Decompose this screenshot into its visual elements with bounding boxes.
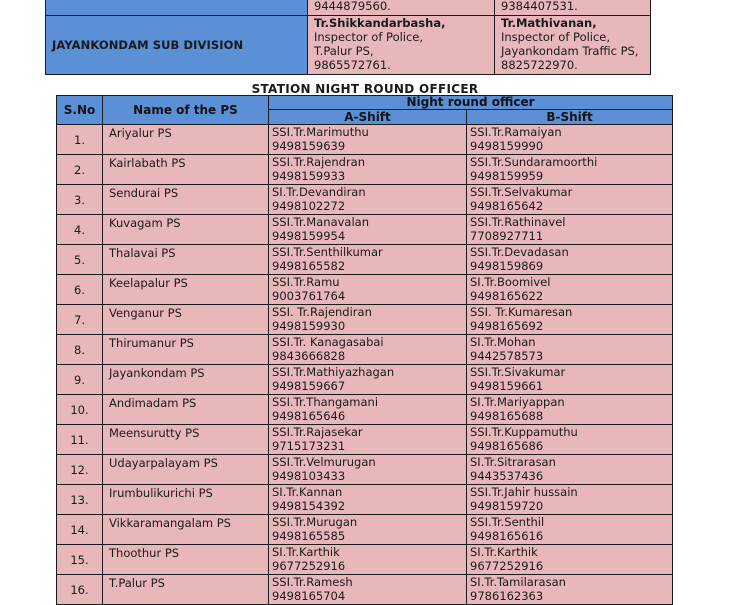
row-a-shift [269, 155, 467, 185]
row-ps-name: Venganur PS [103, 305, 269, 335]
b-shift-officer-name: SSI.Tr.Kuppamuthu [470, 425, 578, 439]
row-sno: 2. [57, 155, 103, 185]
row-ps-name: Ariyalur PS [103, 125, 269, 155]
b-shift-officer-name: SSI.Tr.Jahir hussain [470, 485, 578, 499]
row-ps-name: Sendurai PS [103, 185, 269, 215]
officer-phone: 8825722970. [501, 58, 578, 72]
row-sno: 4. [57, 215, 103, 245]
a-shift-officer-phone: 9498159933 [272, 169, 346, 183]
row-sno: 9. [57, 365, 103, 395]
a-shift-officer-phone: 9498103433 [272, 469, 346, 483]
previous-division-row [46, 0, 651, 16]
table-row [57, 185, 673, 215]
a-shift-officer-name: SSI.Tr.Ramu [272, 275, 340, 289]
b-shift-officer-name: SSI.Tr.Selvakumar [470, 185, 573, 199]
b-shift-officer-phone: 9498165692 [470, 319, 544, 333]
sub-division-officers-table [45, 0, 651, 75]
officer-rank: Inspector of Police, [501, 30, 611, 44]
night-round-officer-table [56, 95, 673, 605]
officer-phone: 9865572761. [314, 58, 391, 72]
row-b-shift [467, 575, 673, 605]
a-shift-officer-name: SSI. Tr.Rajendiran [272, 305, 372, 319]
row-a-shift [269, 395, 467, 425]
header-row [57, 96, 673, 110]
b-shift-officer-phone: 9498159869 [470, 259, 544, 273]
row-b-shift [467, 275, 673, 305]
a-shift-officer-name: SSI.Tr.Manavalan [272, 215, 369, 229]
officer-station: T.Palur PS, [314, 44, 374, 58]
b-shift-officer-name: SI.Tr.Mohan [470, 335, 536, 349]
a-shift-officer-name: SSI.Tr.Rajendran [272, 155, 366, 169]
officer-cell [495, 16, 651, 75]
row-sno: 15. [57, 545, 103, 575]
table-row [57, 575, 673, 605]
row-b-shift [467, 485, 673, 515]
table-row [57, 125, 673, 155]
row-sno: 3. [57, 185, 103, 215]
b-shift-officer-name: SSI.Tr.Ramaiyan [470, 125, 562, 139]
row-b-shift [467, 515, 673, 545]
row-ps-name: T.Palur PS [103, 575, 269, 605]
row-ps-name: Meensurutty PS [103, 425, 269, 455]
table-row [57, 335, 673, 365]
row-b-shift [467, 395, 673, 425]
previous-division-label-cell [46, 0, 308, 16]
row-ps-name: Jayankondam PS [103, 365, 269, 395]
a-shift-officer-phone: 9498159667 [272, 379, 346, 393]
row-a-shift [269, 545, 467, 575]
b-shift-officer-name: SSI.Tr.Sundaramoorthi [470, 155, 598, 169]
row-b-shift [467, 125, 673, 155]
table-row [57, 275, 673, 305]
row-a-shift [269, 425, 467, 455]
b-shift-officer-phone: 9498159720 [470, 499, 544, 513]
b-shift-officer-phone: 9498159661 [470, 379, 544, 393]
row-b-shift [467, 545, 673, 575]
a-shift-officer-name: SI.Tr.Karthik [272, 545, 340, 559]
a-shift-officer-name: SSI.Tr.Ramesh [272, 575, 353, 589]
row-sno: 8. [57, 335, 103, 365]
a-shift-officer-name: SSI.Tr.Thangamani [272, 395, 379, 409]
row-ps-name: Kairlabath PS [103, 155, 269, 185]
a-shift-officer-phone: 9498165582 [272, 259, 346, 273]
previous-officer-phone-cell [308, 0, 495, 16]
a-shift-officer-name: SI.Tr.Devandiran [272, 185, 366, 199]
b-shift-officer-name: SSI.Tr.Sivakumar [470, 365, 566, 379]
b-shift-officer-name: SI.Tr.Boomivel [470, 275, 551, 289]
row-a-shift [269, 455, 467, 485]
officer-rank: Inspector of Police, [314, 30, 424, 44]
row-sno: 1. [57, 125, 103, 155]
ps-name-header: Name of the PS [103, 96, 269, 125]
a-shift-officer-phone: 9498159954 [272, 229, 346, 243]
a-shift-officer-phone: 9715173231 [272, 439, 346, 453]
b-shift-officer-phone: 9498165642 [470, 199, 544, 213]
a-shift-officer-phone: 9498159930 [272, 319, 346, 333]
row-a-shift [269, 245, 467, 275]
a-shift-officer-name: SI.Tr.Kannan [272, 485, 343, 499]
b-shift-officer-phone: 7708927711 [470, 229, 544, 243]
b-shift-officer-name: SSI.Tr.Senthil [470, 515, 545, 529]
previous-officer-phone-cell [495, 0, 651, 16]
b-shift-officer-name: SSI. Tr.Kumaresan [470, 305, 573, 319]
row-a-shift [269, 335, 467, 365]
row-a-shift [269, 485, 467, 515]
b-shift-officer-name: SI.Tr.Mariyappan [470, 395, 565, 409]
officer-name: Tr.Shikkandarbasha, [314, 16, 446, 30]
a-shift-header: A-Shift [269, 110, 467, 125]
officer-name: Tr.Mathivanan, [501, 16, 597, 30]
row-b-shift [467, 215, 673, 245]
table-row [57, 455, 673, 485]
row-b-shift [467, 425, 673, 455]
a-shift-officer-name: SSI.Tr.Marimuthu [272, 125, 369, 139]
row-b-shift [467, 455, 673, 485]
a-shift-officer-phone: 9498165704 [272, 589, 346, 603]
a-shift-officer-phone: 9498102272 [272, 199, 346, 213]
a-shift-officer-name: SSI.Tr. Kanagasabai [272, 335, 384, 349]
row-ps-name: Irumbulikurichi PS [103, 485, 269, 515]
b-shift-officer-phone: 9786162363 [470, 589, 544, 603]
row-sno: 16. [57, 575, 103, 605]
row-ps-name: Thirumanur PS [103, 335, 269, 365]
row-a-shift [269, 305, 467, 335]
b-shift-officer-phone: 9498159990 [470, 139, 544, 153]
row-b-shift [467, 365, 673, 395]
row-sno: 5. [57, 245, 103, 275]
row-a-shift [269, 215, 467, 245]
table-row [57, 245, 673, 275]
row-a-shift [269, 575, 467, 605]
b-shift-officer-phone: 9677252916 [470, 559, 544, 573]
officer-station: Jayankondam Traffic PS, [501, 44, 639, 58]
row-ps-name: Vikkaramangalam PS [103, 515, 269, 545]
a-shift-officer-name: SSI.Tr.Mathiyazhagan [272, 365, 395, 379]
row-sno: 7. [57, 305, 103, 335]
row-ps-name: Andimadam PS [103, 395, 269, 425]
b-shift-officer-phone: 9442578573 [470, 349, 544, 363]
b-shift-officer-name: SI.Tr.Karthik [470, 545, 538, 559]
table-row [57, 305, 673, 335]
a-shift-officer-phone: 9843666828 [272, 349, 346, 363]
row-a-shift [269, 275, 467, 305]
b-shift-officer-name: SI.Tr.Sitrarasan [470, 455, 556, 469]
a-shift-officer-name: SSI.Tr.Rajasekar [272, 425, 363, 439]
row-a-shift [269, 365, 467, 395]
table-row [57, 365, 673, 395]
table-row [57, 425, 673, 455]
b-shift-officer-name: SSI.Tr.Rathinavel [470, 215, 566, 229]
a-shift-officer-name: SSI.Tr.Senthilkumar [272, 245, 383, 259]
b-shift-officer-name: SI.Tr.Tamilarasan [470, 575, 566, 589]
b-shift-officer-phone: 9498165616 [470, 529, 544, 543]
a-shift-officer-phone: 9498165585 [272, 529, 346, 543]
row-ps-name: Thoothur PS [103, 545, 269, 575]
row-b-shift [467, 335, 673, 365]
b-shift-officer-phone: 9498165686 [470, 439, 544, 453]
a-shift-officer-phone: 9003761764 [272, 289, 346, 303]
a-shift-officer-phone: 9498165646 [272, 409, 346, 423]
b-shift-officer-phone: 9443537436 [470, 469, 544, 483]
row-ps-name: Kuvagam PS [103, 215, 269, 245]
sno-header: S.No [57, 96, 103, 125]
b-shift-officer-phone: 9498165622 [470, 289, 544, 303]
row-a-shift [269, 515, 467, 545]
division-label-cell [46, 16, 308, 75]
section-title: STATION NIGHT ROUND OFFICER [251, 82, 479, 96]
table-row [57, 545, 673, 575]
previous-officer-phone-1: 9444879560. [314, 0, 391, 13]
row-ps-name: Udayarpalayam PS [103, 455, 269, 485]
row-sno: 12. [57, 455, 103, 485]
row-ps-name: Keelapalur PS [103, 275, 269, 305]
a-shift-officer-phone: 9498154392 [272, 499, 346, 513]
b-shift-header: B-Shift [467, 110, 673, 125]
b-shift-officer-phone: 9498159959 [470, 169, 544, 183]
row-b-shift [467, 245, 673, 275]
a-shift-officer-phone: 9498159639 [272, 139, 346, 153]
officer-cell [308, 16, 495, 75]
a-shift-officer-phone: 9677252916 [272, 559, 346, 573]
row-b-shift [467, 185, 673, 215]
table-row [57, 485, 673, 515]
row-a-shift [269, 185, 467, 215]
b-shift-officer-name: SSI.Tr.Devadasan [470, 245, 569, 259]
b-shift-officer-phone: 9498165688 [470, 409, 544, 423]
previous-officer-phone-2: 9384407531. [501, 0, 578, 13]
table-body [57, 125, 673, 605]
a-shift-officer-name: SSI.Tr.Murugan [272, 515, 358, 529]
row-a-shift [269, 125, 467, 155]
table-row [57, 515, 673, 545]
row-sno: 6. [57, 275, 103, 305]
table-row [57, 155, 673, 185]
jayankondam-division-row [46, 16, 651, 75]
a-shift-officer-name: SSI.Tr.Velmurugan [272, 455, 376, 469]
row-sno: 10. [57, 395, 103, 425]
night-round-header: Night round officer [269, 96, 673, 110]
row-b-shift [467, 155, 673, 185]
row-sno: 11. [57, 425, 103, 455]
table-row [57, 395, 673, 425]
row-sno: 13. [57, 485, 103, 515]
row-ps-name: Thalavai PS [103, 245, 269, 275]
row-sno: 14. [57, 515, 103, 545]
table-row [57, 215, 673, 245]
row-b-shift [467, 305, 673, 335]
division-label: JAYANKONDAM SUB DIVISION [52, 38, 244, 52]
